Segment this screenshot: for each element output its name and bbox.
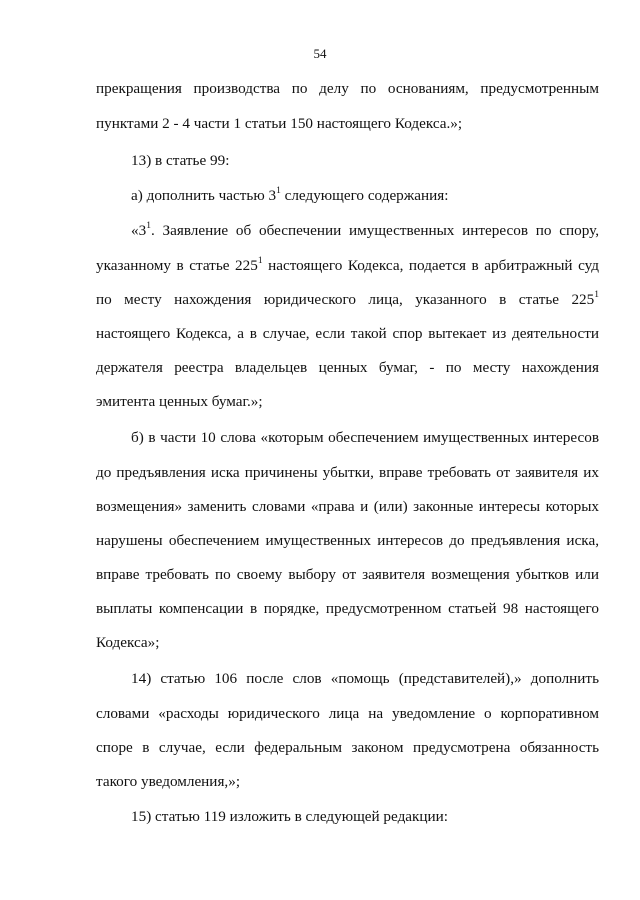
text-line [96,80,599,98]
text-span: настоящего Кодекса, а в случае, если такой спор вытекает из деятельности [96,325,599,342]
text-line [96,393,599,411]
page-number: 54 [313,46,327,61]
text-line [96,670,599,688]
text-line [96,498,599,516]
text-span: выплаты компенсации в порядке, предусмотренном статьей 98 настоящего [96,600,599,617]
text-span: . Заявление об обеспечении имущественных интересов по спору, [150,222,599,239]
text-line [96,739,599,757]
superscript: 1 [276,185,281,196]
text-line [96,532,599,550]
text-span: прекращения производства по делу по основаниям, предусмотренным [96,80,599,97]
text-span: Кодекса»; [96,634,160,651]
text-line [96,705,599,723]
text-span: эмитента ценных бумаг.»; [96,393,263,410]
text-span: настоящего Кодекса, подается в арбитражный суд [262,257,599,274]
text-line [96,222,599,240]
text-span: по месту нахождения юридического лица, указанного в статье 225 [96,291,595,308]
text-span: указанному в статье 225 [96,257,258,274]
text-span: вправе требовать по своему выбору от заявителя возмещения убытков или [96,566,599,583]
text-span: пунктами 2 - 4 части 1 статьи 150 настоящего Кодекса.»; [96,115,463,132]
text-span: держателя реестра владельцев ценных бумаг, - по месту нахождения [96,359,599,376]
text-line [96,464,599,482]
text-line [96,600,599,618]
text-span: нарушены обеспечением имущественных интересов до предъявления иска, [96,532,599,549]
text-span: словами «расходы юридического лица на уведомление о корпоративном [96,705,599,722]
text-span: б) в части 10 слова «которым обеспечением имущественных интересов [131,429,599,446]
text-span: такого уведомления,»; [96,773,241,790]
text-span: 13) в статье 99: [131,152,230,169]
text-line [96,773,599,791]
text-span: споре в случае, если федеральным законом предусмотрена обязанность [96,739,599,756]
text-span: возмещения» заменить словами «права и (или) законные интересы которых [96,498,599,515]
superscript: 1 [146,220,151,231]
text-span: до предъявления иска причинены убытки, вправе требовать от заявителя их [96,464,599,481]
text-span: «3 [131,222,147,239]
text-line [96,257,599,275]
text-line [96,359,599,377]
text-line [96,152,599,170]
text-line [96,325,599,343]
text-span: следующего содержания: [280,187,449,204]
text-span: 15) статью 119 изложить в следующей редакции: [131,808,449,825]
text-span: а) дополнить частью 3 [131,187,277,204]
text-line [96,291,599,309]
text-line [96,566,599,584]
superscript: 1 [594,289,599,300]
text-line [96,429,599,447]
text-line [96,115,599,133]
text-span: 14) статью 106 после слов «помощь (представителей),» дополнить [131,670,599,687]
superscript: 1 [257,255,263,266]
text-line [96,634,599,652]
text-line [96,808,599,826]
text-line [96,187,599,205]
